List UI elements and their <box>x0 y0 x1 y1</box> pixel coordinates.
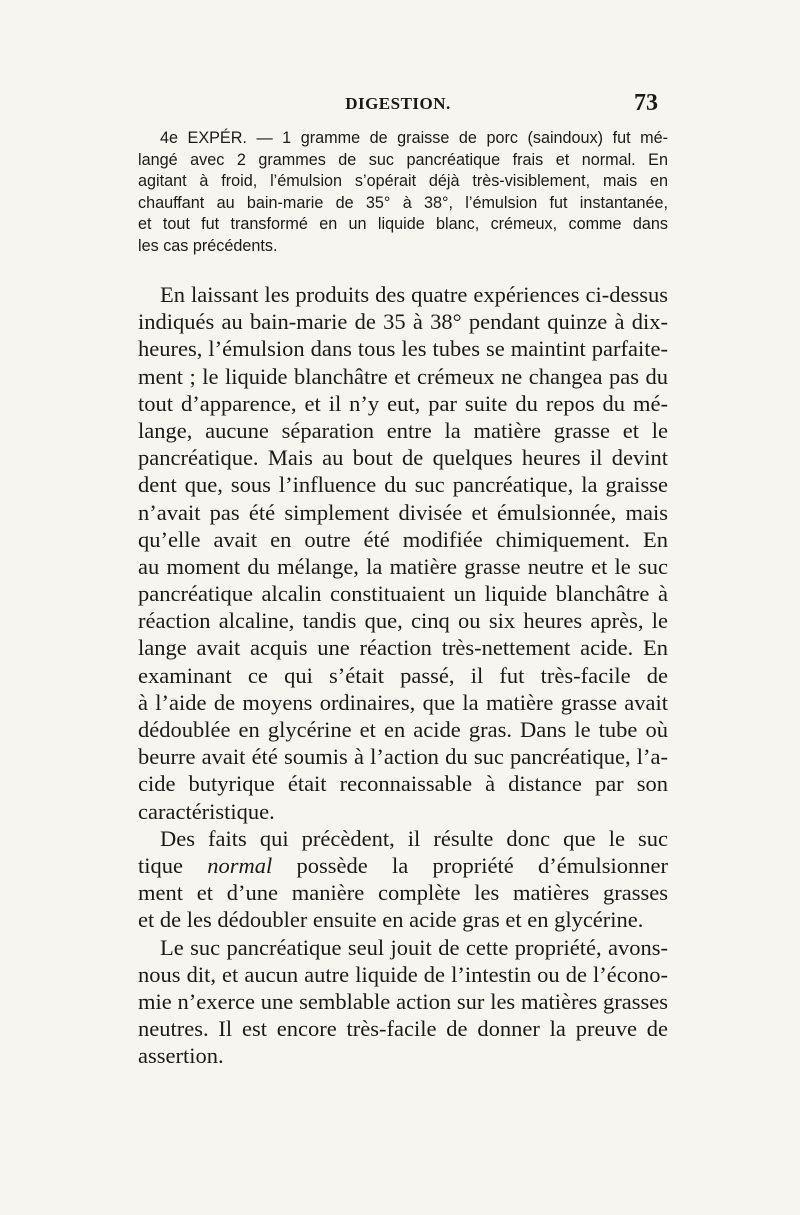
paragraph-2 <box>138 825 668 934</box>
text-line: cide butyrique était reconnaissable à distance par son <box>138 771 668 797</box>
main-text <box>138 281 668 1069</box>
text-line: ment et d’une manière complète les matières grasses <box>138 880 668 906</box>
text-line: Le suc pancréatique seul jouit de cette propriété, avons- <box>160 934 668 960</box>
text-line: lange avait acquis une réaction très-nettement acide. En <box>138 635 668 661</box>
text-line: caractéristique. <box>138 798 275 824</box>
text-line: beurre avait été soumis à l’action du suc pancréatique, l’a- <box>138 744 668 770</box>
text-line: agitant à froid, l’émulsion s’opérait déjà très-visiblement, mais en <box>138 172 668 190</box>
text-line: mie n’exerce une semblable action sur les matières grasses <box>138 988 668 1014</box>
text-line: tout d’apparence, et il n’y eut, par suite du repos du mé- <box>138 390 668 416</box>
text-line: les cas précédents. <box>138 236 278 255</box>
page-number: 73 <box>634 90 658 116</box>
text-fragment: tique <box>138 852 208 878</box>
text-line: et tout fut transformé en un liquide blanc, crémeux, comme dans <box>138 215 668 233</box>
text-line: pancréatique. Mais au bout de quelques heures il devint <box>138 445 668 471</box>
text-line: heures, l’émulsion dans tous les tubes se maintint parfaite- <box>138 336 668 362</box>
text-line: 4e EXPÉR. — 1 gramme de graisse de porc (saindoux) fut mé- <box>160 129 668 147</box>
text-line: nous dit, et aucun autre liquide de l’intestin ou de l’écono- <box>138 961 668 987</box>
text-line: dent que, sous l’influence du suc pancréatique, la graisse <box>138 472 668 498</box>
paragraph-1 <box>138 281 668 825</box>
text-line: assertion. <box>138 1043 224 1069</box>
text-line: réaction alcaline, tandis que, cinq ou six heures après, le <box>138 608 668 634</box>
text-line: dédoublée en glycérine et en acide gras. Dans le tube où <box>138 717 668 742</box>
text-line: ment ; le liquide blanchâtre et crémeux ne changea pas du <box>138 363 668 389</box>
text-line: neutres. Il est encore très-facile de donner la preuve de <box>138 1016 668 1042</box>
text-line: au moment du mélange, la matière grasse neutre et le suc <box>138 553 668 579</box>
italic-word: normal <box>207 852 273 878</box>
text-line: n’avait pas été simplement divisée et émulsionnée, mais <box>138 499 668 525</box>
page-header <box>138 90 658 124</box>
text-line: En laissant les produits des quatre expériences ci-dessus <box>160 282 668 307</box>
text-line: lange, aucune séparation entre la matière grasse et le <box>138 417 668 443</box>
text-line: et de les dédoubler ensuite en acide gras et en glycérine. <box>138 907 644 933</box>
text-line: indiqués au bain-marie de 35 à 38° pendant quinze à dix- <box>138 309 668 335</box>
text-line: à l’aide de moyens ordinaires, que la matière grasse avait <box>138 689 668 715</box>
text-line: qu’elle avait en outre été modifiée chimiquement. En <box>138 526 668 552</box>
text-line: chauffant au bain-marie de 35° à 38°, l’émulsion fut instantanée, <box>138 193 668 212</box>
text-line: examinant ce qui s’était passé, il fut très-facile de <box>138 662 668 688</box>
text-line: Des faits qui précèdent, il résulte donc que le suc <box>160 825 668 851</box>
text-line <box>138 852 668 879</box>
paragraph-3 <box>138 934 668 1070</box>
experiment-note <box>138 128 668 257</box>
text-fragment: possède la propriété d’émulsionner <box>296 852 668 878</box>
text-line: pancréatique alcalin constituaient un liquide blanchâtre à <box>138 581 668 607</box>
text-line: langé avec 2 grammes de suc pancréatique frais et normal. En <box>138 150 668 169</box>
running-title: DIGESTION. <box>345 94 451 113</box>
